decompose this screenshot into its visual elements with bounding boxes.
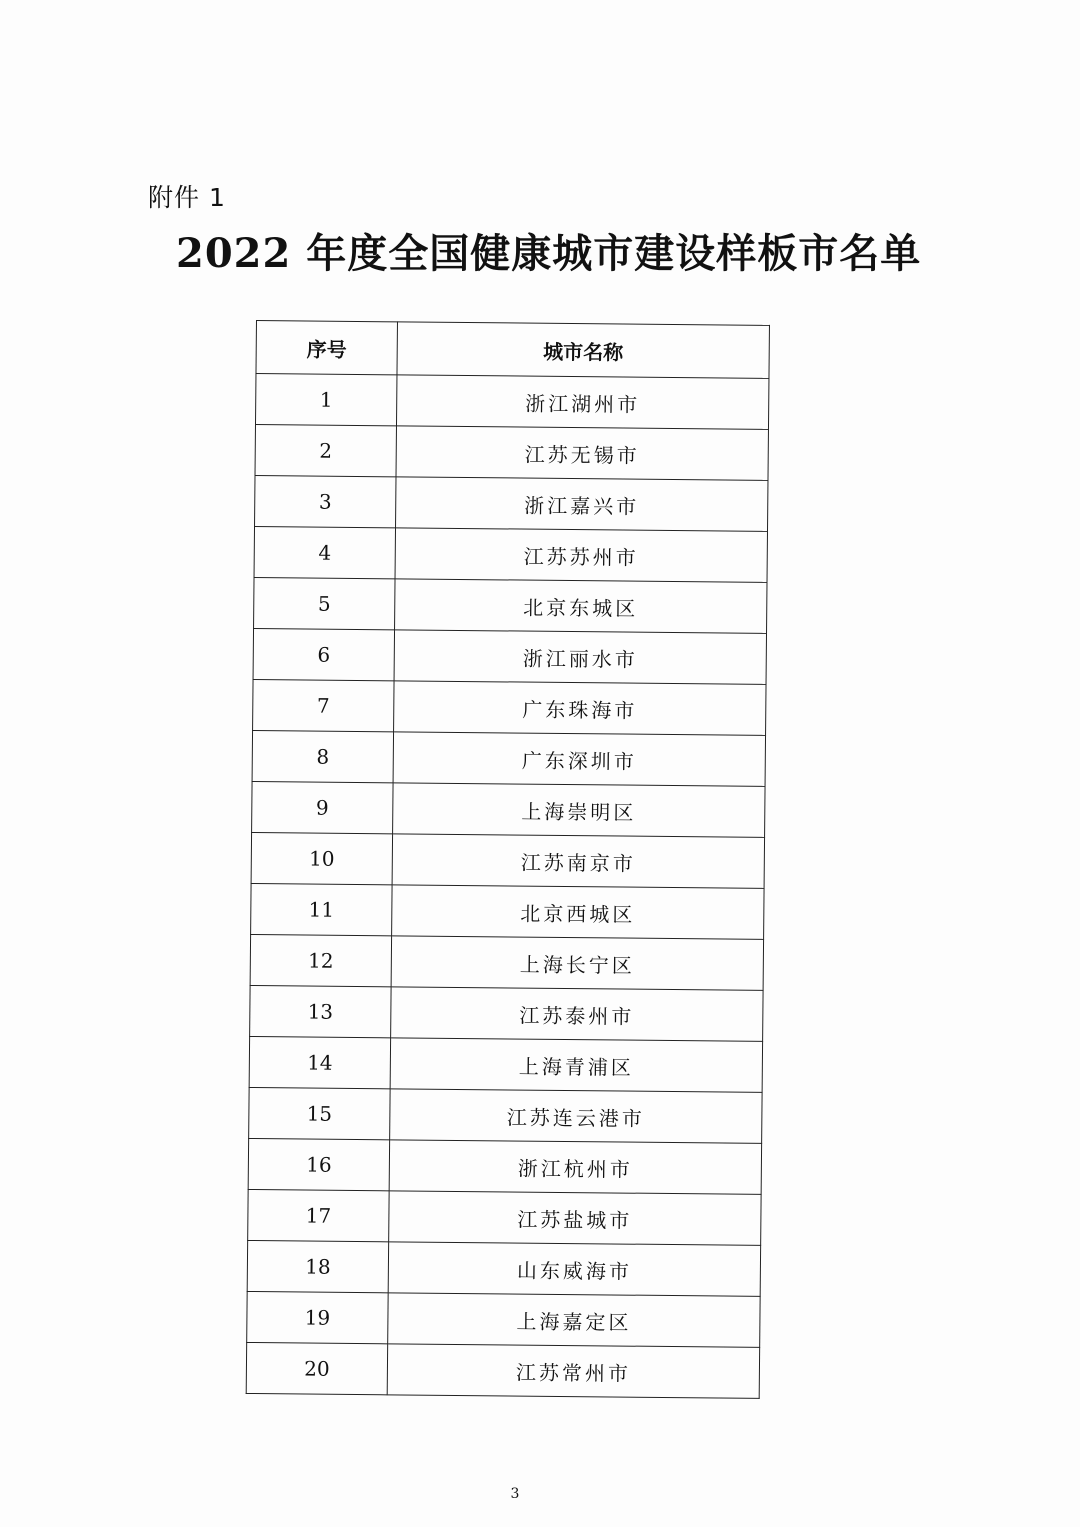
row-number: 10 [251, 832, 392, 884]
row-number: 2 [255, 425, 396, 477]
row-number: 20 [246, 1342, 387, 1394]
city-table-container [246, 320, 769, 1399]
page-title: 2022 年度全国健康城市建设样板市名单 [176, 230, 922, 277]
row-city-name: 江苏苏州市 [395, 528, 767, 583]
table-row [251, 883, 764, 939]
city-table [246, 320, 770, 1399]
row-city-name: 上海嘉定区 [388, 1293, 760, 1348]
row-number: 5 [254, 577, 395, 629]
row-number: 1 [255, 374, 396, 426]
row-city-name: 浙江杭州市 [389, 1140, 761, 1195]
table-row [248, 1189, 761, 1245]
row-city-name: 浙江嘉兴市 [396, 477, 768, 532]
table-row [252, 781, 765, 837]
table-row [250, 934, 763, 990]
table-header-row [256, 321, 769, 379]
table-row [255, 475, 768, 531]
page-number: 3 [510, 1486, 520, 1502]
row-number: 17 [248, 1189, 389, 1241]
table-row [246, 1342, 759, 1398]
row-number: 11 [251, 883, 392, 935]
attachment-label: 附件 1 [148, 183, 226, 212]
row-city-name: 北京东城区 [395, 579, 767, 634]
row-city-name: 江苏无锡市 [396, 426, 768, 481]
row-city-name: 江苏盐城市 [389, 1191, 761, 1246]
row-number: 13 [250, 985, 391, 1037]
row-city-name: 广东珠海市 [394, 681, 766, 736]
row-city-name: 江苏连云港市 [390, 1089, 762, 1144]
table-row [253, 679, 766, 735]
row-city-name: 北京西城区 [392, 885, 764, 940]
row-city-name: 江苏泰州市 [391, 987, 763, 1042]
row-number: 18 [247, 1240, 388, 1292]
row-number: 14 [249, 1036, 390, 1088]
table-row [255, 425, 768, 481]
table-row [247, 1291, 760, 1347]
table-row [251, 832, 764, 888]
row-city-name: 上海长宁区 [391, 936, 763, 991]
header-city-name: 城市名称 [397, 322, 769, 379]
header-serial-number: 序号 [256, 321, 398, 375]
row-number: 4 [254, 526, 395, 578]
row-number: 3 [255, 475, 396, 527]
row-number: 12 [250, 934, 391, 986]
row-city-name: 江苏常州市 [387, 1344, 759, 1399]
row-number: 19 [247, 1291, 388, 1343]
row-city-name: 浙江湖州市 [396, 375, 768, 430]
row-city-name: 广东深圳市 [393, 732, 765, 787]
row-number: 7 [253, 679, 394, 731]
row-city-name: 上海崇明区 [393, 783, 765, 838]
row-number: 8 [252, 730, 393, 782]
table-row [253, 628, 766, 684]
row-number: 16 [248, 1138, 389, 1190]
table-row [248, 1138, 761, 1194]
row-city-name: 浙江丽水市 [394, 630, 766, 685]
row-city-name: 上海青浦区 [390, 1038, 762, 1093]
table-row [254, 526, 767, 582]
table-row [254, 577, 767, 633]
table-row [249, 1036, 762, 1092]
row-number: 9 [252, 781, 393, 833]
row-city-name: 江苏南京市 [392, 834, 764, 889]
row-number: 15 [249, 1087, 390, 1139]
row-number: 6 [253, 628, 394, 680]
table-row [247, 1240, 760, 1296]
table-row [250, 985, 763, 1041]
table-row [255, 374, 768, 430]
table-body [246, 374, 769, 1399]
table-row [249, 1087, 762, 1143]
row-city-name: 山东威海市 [388, 1242, 760, 1297]
table-row [252, 730, 765, 786]
